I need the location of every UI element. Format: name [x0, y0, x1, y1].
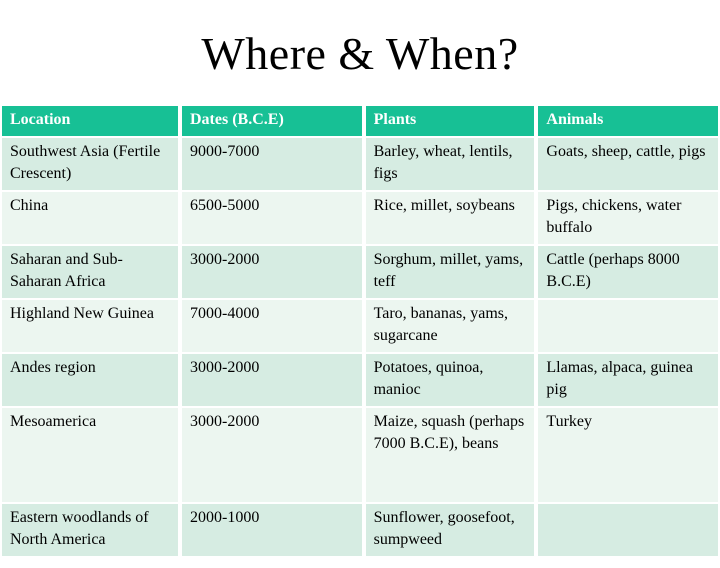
table-row-eastern-woodlands: [0, 503, 720, 557]
slide: [0, 28, 720, 568]
column-header-plants: Plants: [364, 105, 537, 137]
cell-plants: Taro, bananas, yams, sugarcane: [364, 299, 537, 353]
cell-location: China: [0, 191, 180, 245]
cell-animals: Goats, sheep, cattle, pigs: [536, 137, 720, 191]
cell-location: Saharan and Sub-Saharan Africa: [0, 245, 180, 299]
table-row-highland-new-guinea: [0, 299, 720, 353]
cell-plants: Sunflower, goosefoot, sumpweed: [364, 503, 537, 557]
table-row-southwest-asia: [0, 137, 720, 191]
cell-animals: Cattle (perhaps 8000 B.C.E): [536, 245, 720, 299]
cell-animals: Llamas, alpaca, guinea pig: [536, 353, 720, 407]
table-row-andes-region: [0, 353, 720, 407]
cell-location: Highland New Guinea: [0, 299, 180, 353]
table-header-row: [0, 105, 720, 137]
cell-plants: Sorghum, millet, yams, teff: [364, 245, 537, 299]
cell-dates: 6500-5000: [180, 191, 364, 245]
table-row-china: [0, 191, 720, 245]
cell-plants: Potatoes, quinoa, manioc: [364, 353, 537, 407]
cell-plants: Maize, squash (perhaps 7000 B.C.E), beans: [364, 407, 537, 503]
cell-dates: 3000-2000: [180, 353, 364, 407]
cell-animals: Turkey: [536, 407, 720, 503]
cell-location: Andes region: [0, 353, 180, 407]
cell-animals: Pigs, chickens, water buffalo: [536, 191, 720, 245]
column-header-dates: Dates (B.C.E): [180, 105, 364, 137]
cell-plants: Rice, millet, soybeans: [364, 191, 537, 245]
table-row-saharan-africa: [0, 245, 720, 299]
slide-title: Where & When?: [201, 28, 519, 79]
cell-dates: 2000-1000: [180, 503, 364, 557]
cell-dates: 3000-2000: [180, 407, 364, 503]
cell-animals: [536, 299, 720, 353]
column-header-animals: Animals: [536, 105, 720, 137]
agriculture-origins-table: [0, 105, 720, 557]
column-header-location: Location: [0, 105, 180, 137]
cell-dates: 9000-7000: [180, 137, 364, 191]
cell-animals: [536, 503, 720, 557]
cell-location: Eastern woodlands of North America: [0, 503, 180, 557]
cell-plants: Barley, wheat, lentils, figs: [364, 137, 537, 191]
cell-dates: 3000-2000: [180, 245, 364, 299]
table-row-mesoamerica: [0, 407, 720, 503]
cell-dates: 7000-4000: [180, 299, 364, 353]
cell-location: Southwest Asia (Fertile Crescent): [0, 137, 180, 191]
cell-location: Mesoamerica: [0, 407, 180, 503]
